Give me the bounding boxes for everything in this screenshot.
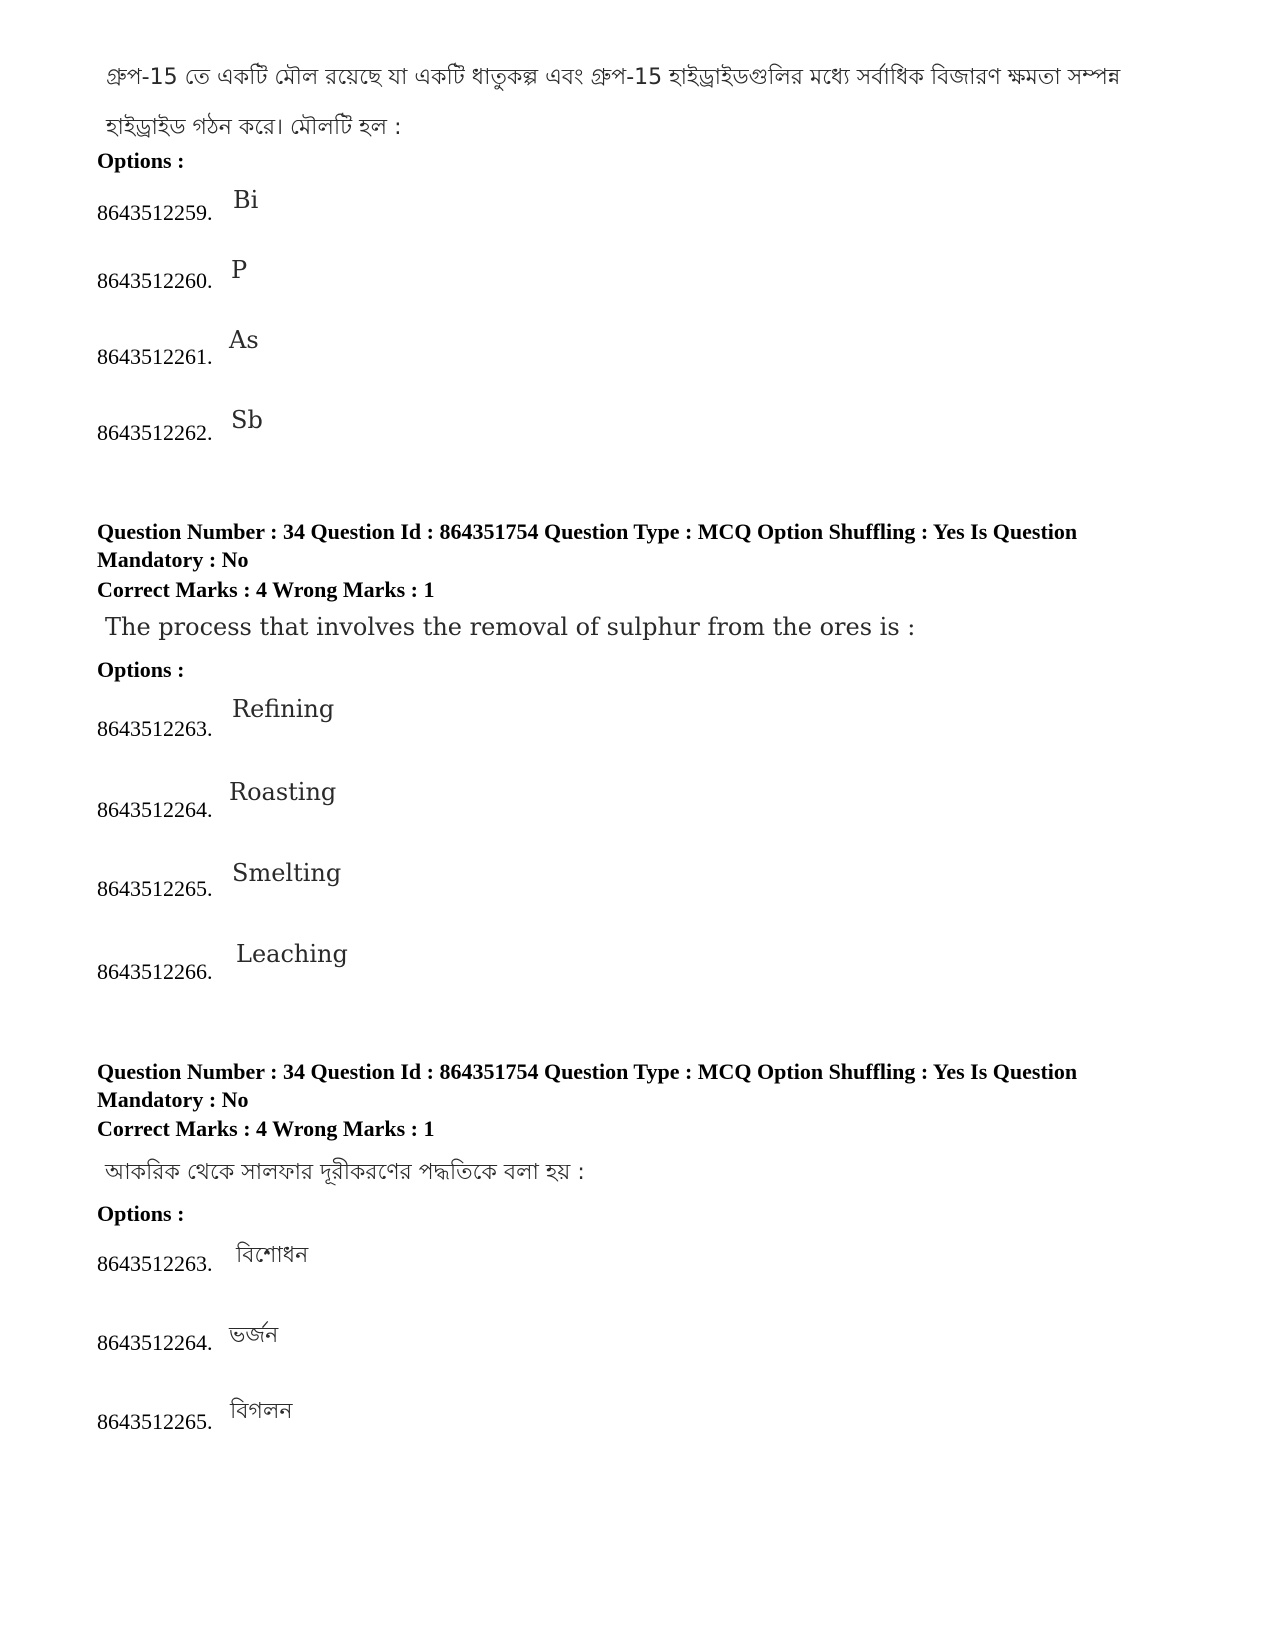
option-number: 8643512260. (97, 268, 213, 293)
option-text: P (231, 256, 248, 284)
option-text: Sb (231, 406, 263, 434)
question-text: The process that involves the removal of sulphur from the ores is : (105, 613, 916, 641)
option-number: 8643512263. (97, 1251, 213, 1276)
option-number: 8643512259. (97, 200, 213, 225)
question-text: আকরিক থেকে সালফার দূরীকরণের পদ্ধতিকে বলা হয় : (105, 1160, 585, 1185)
option-number: 8643512266. (97, 959, 213, 984)
question-text-line2: হাইড্রাইড গঠন করে। মৌলটি হল : (106, 115, 402, 140)
option-text: Roasting (229, 778, 337, 806)
option-number: 8643512263. (97, 716, 213, 741)
option-number: 8643512262. (97, 420, 213, 445)
options-label: Options : (97, 1201, 185, 1226)
option-text: ভর্জন (229, 1323, 279, 1348)
option-text: Bi (233, 186, 259, 214)
option-text: বিশোধন (236, 1243, 309, 1268)
option-text: As (229, 326, 259, 354)
option-text: Refining (232, 695, 335, 723)
option-number: 8643512264. (97, 1330, 213, 1355)
option-text: Smelting (232, 859, 342, 887)
question-meta: Question Number : 34 Question Id : 864351754 Question Type : MCQ Option Shuffling : Yes Is Question Mandatory : No (97, 519, 1078, 572)
option-number: 8643512261. (97, 344, 213, 369)
option-number: 8643512265. (97, 876, 213, 901)
question-text-line1: গ্রুপ-15 তে একটি মৌল রয়েছে যা একটি ধাতুকল্প এবং গ্রুপ-15 হাইড্রাইডগুলির মধ্যে সর্বাধিক বিজারণ ক্ষমতা সম্পন্ন (106, 65, 1121, 90)
option-number: 8643512265. (97, 1409, 213, 1434)
options-label: Options : (97, 657, 185, 682)
option-text: বিগলন (230, 1399, 293, 1424)
options-label: Options : (97, 148, 185, 173)
marks-info: Correct Marks : 4 Wrong Marks : 1 (97, 1116, 435, 1141)
option-text: Leaching (236, 940, 348, 968)
marks-info: Correct Marks : 4 Wrong Marks : 1 (97, 577, 435, 602)
option-number: 8643512264. (97, 797, 213, 822)
question-meta: Question Number : 34 Question Id : 864351754 Question Type : MCQ Option Shuffling : Yes Is Question Mandatory : No (97, 1059, 1078, 1112)
